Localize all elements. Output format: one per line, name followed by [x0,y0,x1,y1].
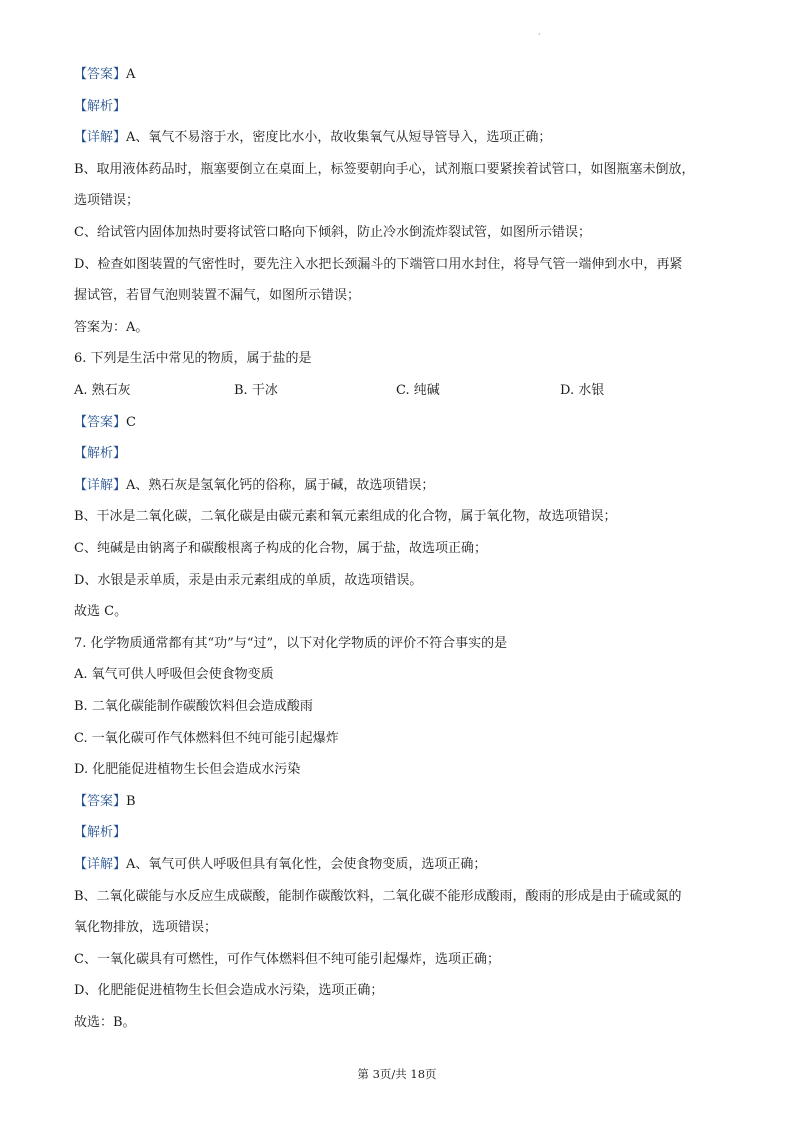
text-line: 6. 下列是生活中常见的物质，属于盐的是 [74,351,312,367]
section-tag: 【解析】 [74,446,127,462]
text-line: D、化肥能促进植物生长但会造成水污染，选项正确； [74,983,384,999]
text-line: 答案为：A。 [74,319,149,335]
tagged-line [74,414,744,432]
text-line: C、一氧化碳具有可燃性，可作气体燃料但不纯可能引起爆炸，选项正确； [74,951,500,967]
text-line: A. 氧气可供人呼吸但会使食物变质 [74,667,274,683]
text-line: C. 一氧化碳可作气体燃料但不纯可能引起爆炸 [74,730,339,746]
text-line: 故选 C。 [74,604,128,620]
line-text: B [126,793,136,809]
line-text: C [126,414,136,430]
choice-option: A. 熟石灰 [74,383,131,398]
text-line: 选项错误； [74,193,140,209]
tagged-line [74,66,744,84]
section-tag: 【详解】 [74,130,127,146]
tagged-line [74,129,744,147]
section-tag: 【答案】 [74,414,127,430]
top-mark: · [538,30,541,39]
text-line: 故选：B。 [74,1015,136,1030]
line-text: A、氧气可供人呼吸但具有氧化性，会使食物变质，选项正确； [126,857,487,872]
text-line: B、干冰是二氧化碳，二氧化碳是由碳元素和氧元素组成的化合物，属于氧化物，故选项错误； [74,509,617,525]
text-line: 握试管，若冒气泡则装置不漏气，如图所示错误； [74,288,361,304]
section-tag: 【答案】 [74,793,127,809]
text-line: B、取用液体药品时，瓶塞要倒立在桌面上，标签要朝向手心，试剂瓶口要紧挨着试管口，如图瓶塞未倒放， [74,161,695,177]
section-tag: 【详解】 [74,857,127,872]
section-tag: 【解析】 [74,98,127,114]
text-line: 7. 化学物质通常都有其“功”与“过”，以下对化学物质的评价不符合事实的是 [74,635,508,651]
line-text: A [126,67,136,82]
text-line: B. 二氧化碳能制作碳酸饮料但会造成酸雨 [74,699,313,714]
line-text: A、氧气不易溶于水，密度比水小，故收集氧气从短导管导入，选项正确； [126,130,552,146]
text-line: D、水银是汞单质，汞是由汞元素组成的单质，故选项错误。 [74,572,423,588]
page-footer: 第 3页/共 18页 [357,1067,437,1081]
text-line: D、检查如图装置的气密性时，要先注入水把长颈漏斗的下端管口用水封住，将导气管一端伸到水中，再紧 [74,256,683,272]
choice-option: C. 纯碱 [396,383,440,398]
tagged-line [74,98,744,116]
tagged-line [74,477,744,495]
section-tag: 【详解】 [74,477,127,493]
tagged-line [74,856,744,874]
text-line: D. 化肥能促进植物生长但会造成水污染 [74,762,301,778]
text-line: C、给试管内固体加热时要将试管口略向下倾斜，防止冷水倒流炸裂试管，如图所示错误； [74,225,591,240]
section-tag: 【答案】 [74,67,127,82]
tagged-line [74,793,744,811]
section-tag: 【解析】 [74,825,127,841]
text-line: 氧化物排放，选项错误； [74,920,218,936]
line-text: A、熟石灰是氢氧化钙的俗称，属于碱，故选项错误； [126,477,435,493]
tagged-line [74,445,744,463]
text-line: B、二氧化碳能与水反应生成碳酸，能制作碳酸饮料，二氧化碳不能形成酸雨，酸雨的形成是由于硫或氮的 [74,888,682,904]
text-line: C、纯碱是由钠离子和碳酸根离子构成的化合物，属于盐，故选项正确； [74,541,487,556]
tagged-line [74,824,744,842]
choice-option: D. 水银 [560,383,605,398]
choice-option: B. 干冰 [234,383,278,398]
